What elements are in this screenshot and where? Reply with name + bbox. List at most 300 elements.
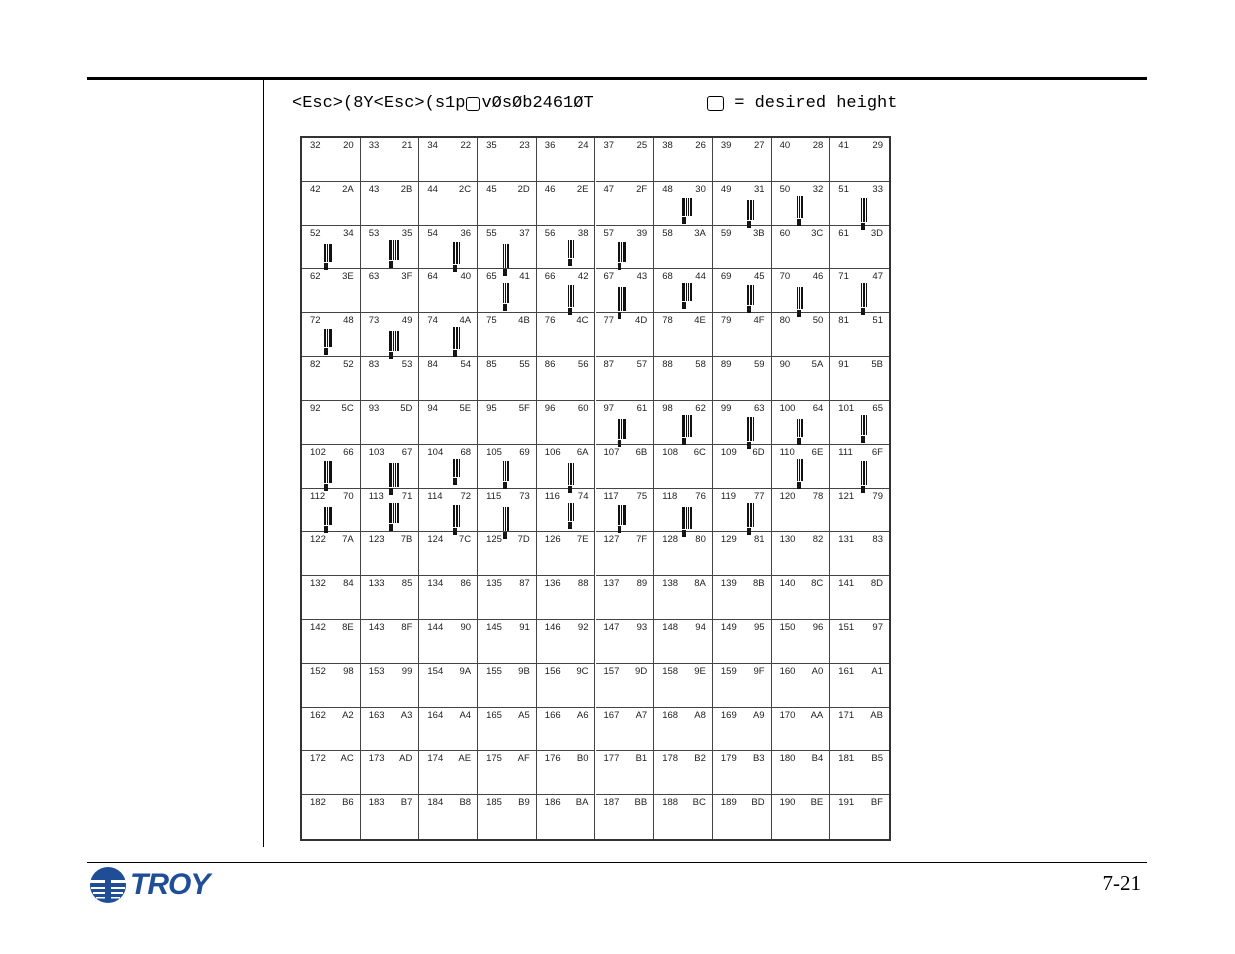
human-readable-digit: 0 bbox=[796, 481, 801, 489]
hex-code: A7 bbox=[635, 709, 648, 721]
grid-cell bbox=[830, 751, 889, 795]
decimal-code: 150 bbox=[779, 621, 796, 633]
grid-cell bbox=[713, 445, 772, 489]
hex-code: 24 bbox=[577, 140, 589, 151]
hex-code: 64 bbox=[812, 402, 824, 414]
hex-code: 85 bbox=[401, 578, 413, 590]
decimal-code: 95 bbox=[486, 402, 497, 414]
grid-cell bbox=[830, 489, 889, 533]
decimal-code: 111 bbox=[838, 446, 853, 458]
decimal-code: 161 bbox=[838, 665, 855, 677]
grid-cell bbox=[537, 401, 596, 445]
hex-code: 5A bbox=[811, 359, 824, 371]
hex-code: BF bbox=[870, 797, 883, 809]
decimal-code: 92 bbox=[310, 402, 321, 414]
decimal-code: 68 bbox=[662, 271, 673, 283]
barcode-glyph bbox=[796, 196, 803, 226]
hex-code: 9A bbox=[459, 665, 472, 677]
decimal-code: 112 bbox=[310, 490, 326, 502]
grid-cell bbox=[654, 401, 713, 445]
decimal-code: 89 bbox=[720, 359, 732, 371]
decimal-code: 108 bbox=[662, 446, 679, 458]
decimal-code: 45 bbox=[486, 183, 497, 195]
decimal-code: 140 bbox=[779, 578, 796, 590]
hex-code: 67 bbox=[401, 446, 413, 458]
hex-code: B3 bbox=[752, 753, 765, 765]
hex-code: 39 bbox=[636, 227, 648, 239]
hex-code: BD bbox=[751, 797, 765, 809]
grid-cell bbox=[419, 795, 478, 839]
decimal-code: 169 bbox=[720, 709, 737, 721]
hex-code: 9D bbox=[635, 665, 648, 677]
decimal-code: 54 bbox=[427, 227, 438, 239]
hex-code: 2E bbox=[576, 183, 589, 195]
human-readable-digit: 5 bbox=[324, 483, 328, 491]
human-readable-digit: 2 bbox=[617, 312, 622, 320]
hex-code: 5C bbox=[341, 402, 354, 414]
hex-code: 4A bbox=[459, 315, 472, 327]
grid-cell bbox=[830, 401, 889, 445]
hex-code: A1 bbox=[871, 665, 883, 677]
grid-cell bbox=[537, 138, 596, 182]
barcode-glyph bbox=[746, 200, 754, 228]
grid-cell bbox=[772, 795, 831, 839]
grid-cell bbox=[772, 401, 831, 445]
hex-code: 66 bbox=[343, 446, 354, 458]
barcode-glyph bbox=[324, 329, 332, 356]
hex-code: 7A bbox=[342, 534, 354, 546]
grid-cell bbox=[830, 795, 889, 839]
decimal-code: 87 bbox=[603, 359, 615, 371]
hex-code: 86 bbox=[460, 578, 472, 590]
hex-code: 2B bbox=[400, 183, 413, 195]
human-readable-digit: 0 bbox=[503, 304, 507, 312]
grid-cell bbox=[302, 532, 361, 576]
hex-code: 8C bbox=[811, 578, 824, 590]
hex-code: AF bbox=[517, 753, 530, 765]
hex-code: 20 bbox=[343, 140, 354, 151]
hex-code: 6B bbox=[635, 446, 648, 458]
grid-cell bbox=[654, 445, 713, 489]
grid-cell bbox=[361, 357, 420, 401]
hex-code: B2 bbox=[694, 753, 706, 765]
decimal-code: 157 bbox=[603, 665, 620, 677]
decimal-code: 156 bbox=[544, 665, 561, 677]
human-readable-digit: 1 bbox=[567, 308, 572, 316]
decimal-code: 113 bbox=[368, 490, 384, 502]
hex-code: 80 bbox=[695, 534, 706, 546]
decimal-code: 166 bbox=[544, 709, 561, 721]
barcode-glyph bbox=[682, 507, 692, 537]
decimal-code: 120 bbox=[779, 490, 796, 502]
decimal-code: 46 bbox=[544, 183, 556, 195]
page-number: 7-21 bbox=[1102, 871, 1141, 895]
decimal-code: 35 bbox=[486, 140, 497, 151]
barcode-glyph bbox=[567, 240, 574, 266]
human-readable-digit: 2 bbox=[746, 441, 751, 449]
decimal-code: 86 bbox=[544, 359, 556, 371]
decimal-code: 91 bbox=[838, 359, 849, 371]
human-readable-digit: 1 bbox=[682, 437, 687, 445]
grid-cell bbox=[419, 445, 478, 489]
grid-cell bbox=[772, 269, 831, 318]
grid-cell bbox=[596, 664, 655, 708]
grid-cell bbox=[537, 620, 596, 664]
hex-code: 8B bbox=[752, 578, 765, 590]
grid-cell bbox=[596, 138, 655, 182]
decimal-code: 81 bbox=[838, 315, 849, 327]
grid-cell bbox=[713, 226, 772, 270]
decimal-code: 172 bbox=[310, 753, 326, 765]
grid-cell bbox=[361, 226, 420, 270]
grid-cell bbox=[478, 795, 537, 839]
grid-cell bbox=[302, 313, 361, 357]
decimal-code: 188 bbox=[662, 797, 679, 809]
grid-cell bbox=[772, 313, 831, 357]
hex-code: 91 bbox=[519, 621, 530, 633]
decimal-code: 143 bbox=[368, 621, 385, 633]
grid-cell bbox=[478, 313, 537, 357]
hex-code: 26 bbox=[695, 140, 706, 151]
decimal-code: 104 bbox=[427, 446, 444, 458]
decimal-code: 137 bbox=[603, 578, 620, 590]
decimal-code: 191 bbox=[838, 797, 855, 809]
grid-cell bbox=[419, 138, 478, 182]
decimal-code: 88 bbox=[662, 359, 673, 371]
decimal-code: 100 bbox=[779, 402, 796, 414]
hex-code: 37 bbox=[519, 227, 530, 239]
hex-code: 6F bbox=[871, 446, 883, 458]
hex-code: 47 bbox=[872, 271, 883, 283]
decimal-code: 126 bbox=[544, 534, 561, 546]
decimal-code: 60 bbox=[779, 227, 791, 239]
barcode-glyph bbox=[861, 283, 867, 316]
grid-cell bbox=[478, 269, 537, 313]
hex-code: 6E bbox=[811, 446, 824, 458]
escape-sequence bbox=[292, 94, 594, 113]
barcode-glyph bbox=[388, 463, 399, 495]
grid-cell bbox=[596, 532, 655, 576]
human-readable-digit: 6 bbox=[567, 521, 572, 529]
grid-cell bbox=[654, 269, 713, 313]
grid-cell bbox=[596, 313, 655, 357]
hex-code: 70 bbox=[343, 490, 354, 502]
decimal-code: 114 bbox=[427, 490, 443, 502]
decimal-code: 103 bbox=[368, 446, 385, 458]
decimal-code: 34 bbox=[427, 140, 438, 151]
decimal-code: 39 bbox=[720, 140, 732, 151]
decimal-code: 99 bbox=[720, 402, 732, 414]
grid-cell bbox=[654, 182, 713, 226]
decimal-code: 90 bbox=[779, 359, 791, 371]
barcode-glyph bbox=[453, 459, 460, 485]
grid-cell bbox=[361, 138, 420, 182]
hex-code: 2A bbox=[342, 183, 354, 195]
grid-cell bbox=[596, 795, 655, 839]
hex-code: 7E bbox=[576, 534, 589, 546]
decimal-code: 177 bbox=[603, 753, 620, 765]
decimal-code: 85 bbox=[486, 359, 497, 371]
hex-code: 9F bbox=[753, 665, 765, 677]
grid-cell bbox=[596, 445, 655, 489]
hex-code: 33 bbox=[872, 183, 883, 195]
grid-cell bbox=[772, 751, 831, 795]
decimal-code: 186 bbox=[544, 797, 561, 809]
grid-cell bbox=[537, 489, 596, 533]
decimal-code: 106 bbox=[544, 446, 561, 458]
grid-cell bbox=[654, 708, 713, 752]
decimal-code: 50 bbox=[779, 183, 791, 195]
grid-cell bbox=[772, 576, 831, 620]
grid-cell bbox=[772, 226, 831, 270]
grid-cell bbox=[361, 489, 420, 533]
decimal-code: 117 bbox=[603, 490, 619, 502]
hex-code: 99 bbox=[401, 665, 413, 677]
grid-cell bbox=[302, 226, 361, 270]
grid-cell bbox=[361, 182, 420, 226]
grid-cell bbox=[713, 532, 772, 576]
decimal-code: 160 bbox=[779, 665, 796, 677]
hex-code: 68 bbox=[460, 446, 472, 458]
decimal-code: 134 bbox=[427, 578, 444, 590]
decimal-code: 38 bbox=[662, 140, 673, 151]
hex-code: 83 bbox=[872, 534, 883, 546]
grid-cell bbox=[654, 620, 713, 664]
grid-cell bbox=[830, 664, 889, 708]
hex-code: 5D bbox=[400, 402, 413, 414]
decimal-code: 48 bbox=[662, 183, 673, 195]
decimal-code: 123 bbox=[368, 534, 385, 546]
hex-code: 58 bbox=[695, 359, 706, 371]
decimal-code: 171 bbox=[838, 709, 855, 721]
grid-cell bbox=[596, 576, 655, 620]
hex-code: 45 bbox=[754, 271, 765, 283]
grid-cell bbox=[361, 576, 420, 620]
legend-text: = desired height bbox=[724, 94, 898, 113]
grid-cell bbox=[478, 576, 537, 620]
decimal-code: 43 bbox=[368, 183, 380, 195]
hex-code: A4 bbox=[459, 709, 472, 721]
grid-cell bbox=[596, 620, 655, 664]
hex-code: 3F bbox=[401, 271, 413, 283]
hex-code: B7 bbox=[400, 797, 413, 809]
hex-code: AA bbox=[810, 709, 824, 721]
hex-code: BC bbox=[692, 797, 706, 809]
grid-cell bbox=[654, 489, 713, 537]
barcode-glyph bbox=[861, 198, 867, 230]
hex-code: A8 bbox=[694, 709, 706, 721]
human-readable-digit: 5 bbox=[796, 310, 801, 318]
decimal-code: 73 bbox=[368, 315, 380, 327]
barcode-glyph bbox=[388, 240, 399, 268]
grid-cell bbox=[830, 532, 889, 576]
human-readable-digit: 3 bbox=[388, 523, 393, 531]
decimal-code: 146 bbox=[544, 621, 561, 633]
decimal-code: 42 bbox=[310, 183, 321, 195]
decimal-code: 97 bbox=[603, 402, 615, 414]
grid-cell bbox=[419, 357, 478, 401]
hex-code: 46 bbox=[812, 271, 824, 283]
grid-cell bbox=[302, 751, 361, 795]
hex-code: 7B bbox=[400, 534, 413, 546]
grid-cell bbox=[654, 226, 713, 270]
hex-code: 22 bbox=[460, 140, 472, 151]
hex-code: 4B bbox=[518, 315, 530, 327]
grid-cell bbox=[537, 226, 596, 270]
grid-cell bbox=[596, 269, 655, 320]
grid-cell bbox=[537, 708, 596, 752]
grid-cell bbox=[302, 489, 361, 533]
barcode-glyph bbox=[324, 244, 332, 270]
grid-cell bbox=[713, 182, 772, 226]
troy-logo bbox=[88, 865, 209, 905]
hex-code: 42 bbox=[577, 271, 589, 283]
grid-cell bbox=[654, 795, 713, 839]
decimal-code: 162 bbox=[310, 709, 326, 721]
grid-cell bbox=[361, 269, 420, 313]
grid-cell bbox=[596, 708, 655, 752]
decimal-code: 53 bbox=[368, 227, 380, 239]
bottom-rule bbox=[87, 862, 1147, 863]
grid-cell bbox=[713, 489, 772, 533]
grid-cell bbox=[537, 357, 596, 401]
hex-code: BA bbox=[575, 797, 589, 809]
barcode-glyph bbox=[388, 503, 399, 531]
hex-code: 40 bbox=[460, 271, 472, 283]
decimal-code: 63 bbox=[368, 271, 380, 283]
height-legend bbox=[706, 94, 897, 113]
grid-cell bbox=[537, 532, 596, 576]
grid-cell bbox=[596, 751, 655, 795]
human-readable-digit: 0 bbox=[682, 216, 687, 224]
hex-code: 98 bbox=[343, 665, 354, 677]
human-readable-digit: 6 bbox=[388, 487, 393, 495]
decimal-code: 190 bbox=[779, 797, 796, 809]
decimal-code: 101 bbox=[838, 402, 855, 414]
decimal-code: 115 bbox=[486, 490, 502, 502]
decimal-code: 148 bbox=[662, 621, 679, 633]
hex-code: AD bbox=[399, 753, 413, 765]
grid-cell bbox=[772, 708, 831, 752]
grid-cell bbox=[478, 489, 537, 539]
grid-cell bbox=[419, 226, 478, 270]
hex-code: A9 bbox=[752, 709, 765, 721]
decimal-code: 131 bbox=[838, 534, 855, 546]
decimal-code: 179 bbox=[720, 753, 737, 765]
human-readable-digit: 1 bbox=[861, 485, 866, 493]
hex-code: 92 bbox=[577, 621, 589, 633]
decimal-code: 32 bbox=[310, 140, 321, 151]
hex-code: BB bbox=[634, 797, 648, 809]
hex-code: 63 bbox=[754, 402, 765, 414]
hex-code: 29 bbox=[872, 140, 883, 151]
decimal-code: 78 bbox=[662, 315, 673, 327]
decimal-code: 52 bbox=[310, 227, 321, 239]
human-readable-digit: 1 bbox=[746, 220, 751, 228]
barcode-glyph bbox=[503, 461, 509, 489]
hex-code: 4C bbox=[576, 315, 589, 327]
grid-cell bbox=[772, 138, 831, 182]
barcode-glyph bbox=[746, 285, 754, 314]
decimal-code: 65 bbox=[486, 271, 497, 283]
barcode-glyph bbox=[796, 419, 803, 445]
hex-code: 3C bbox=[811, 227, 824, 239]
decimal-code: 94 bbox=[427, 402, 438, 414]
grid-cell bbox=[713, 620, 772, 664]
barcode-glyph bbox=[796, 459, 803, 489]
decimal-code: 69 bbox=[720, 271, 732, 283]
grid-cell bbox=[713, 664, 772, 708]
decimal-code: 184 bbox=[427, 797, 444, 809]
grid-cell bbox=[713, 708, 772, 752]
hex-code: A3 bbox=[400, 709, 413, 721]
hex-code: 3E bbox=[342, 271, 354, 283]
grid-cell bbox=[830, 313, 889, 357]
grid-cell bbox=[302, 576, 361, 620]
hex-code: 9C bbox=[576, 665, 589, 677]
decimal-code: 121 bbox=[838, 490, 855, 502]
grid-cell bbox=[713, 313, 772, 357]
human-readable-digit: 6 bbox=[453, 264, 458, 272]
grid-cell bbox=[596, 182, 655, 226]
grid-cell bbox=[654, 529, 713, 576]
grid-cell bbox=[478, 226, 537, 276]
hex-code: 27 bbox=[754, 140, 765, 151]
human-readable-digit: 5 bbox=[503, 531, 507, 539]
hex-code: A0 bbox=[811, 665, 824, 677]
grid-cell bbox=[419, 751, 478, 795]
decimal-code: 70 bbox=[779, 271, 791, 283]
decimal-code: 138 bbox=[662, 578, 679, 590]
grid-cell bbox=[478, 357, 537, 401]
barcode-glyph bbox=[746, 503, 754, 535]
grid-cell bbox=[713, 751, 772, 795]
barcode-glyph bbox=[567, 503, 574, 529]
decimal-code: 93 bbox=[368, 402, 380, 414]
grid-cell bbox=[361, 445, 420, 495]
hex-code: 41 bbox=[519, 271, 530, 283]
decimal-code: 49 bbox=[720, 183, 732, 195]
hex-code: 38 bbox=[577, 227, 589, 239]
grid-cell bbox=[654, 138, 713, 182]
human-readable-digit: 9 bbox=[567, 485, 572, 493]
hex-code: 57 bbox=[636, 359, 648, 371]
decimal-code: 77 bbox=[603, 315, 615, 327]
rounded-box-icon bbox=[707, 96, 724, 111]
decimal-code: 175 bbox=[486, 753, 502, 765]
grid-cell bbox=[302, 269, 361, 313]
grid-cell bbox=[478, 620, 537, 664]
hex-code: 35 bbox=[401, 227, 413, 239]
grid-cell bbox=[302, 138, 361, 182]
human-readable-digit: 8 bbox=[567, 258, 572, 266]
hex-code: A5 bbox=[518, 709, 530, 721]
decimal-code: 61 bbox=[838, 227, 849, 239]
hex-code: 84 bbox=[343, 578, 354, 590]
decimal-code: 141 bbox=[838, 578, 855, 590]
decimal-code: 47 bbox=[603, 183, 615, 195]
barcode-glyph bbox=[567, 285, 574, 316]
grid-cell bbox=[419, 664, 478, 708]
decimal-code: 164 bbox=[427, 709, 444, 721]
grid-cell bbox=[361, 708, 420, 752]
decimal-code: 158 bbox=[662, 665, 679, 677]
human-readable-digit: 0 bbox=[617, 439, 622, 447]
barcode-glyph bbox=[324, 507, 332, 533]
grid-cell bbox=[537, 795, 596, 839]
human-readable-digit: 5 bbox=[388, 260, 393, 268]
decimal-code: 64 bbox=[427, 271, 438, 283]
